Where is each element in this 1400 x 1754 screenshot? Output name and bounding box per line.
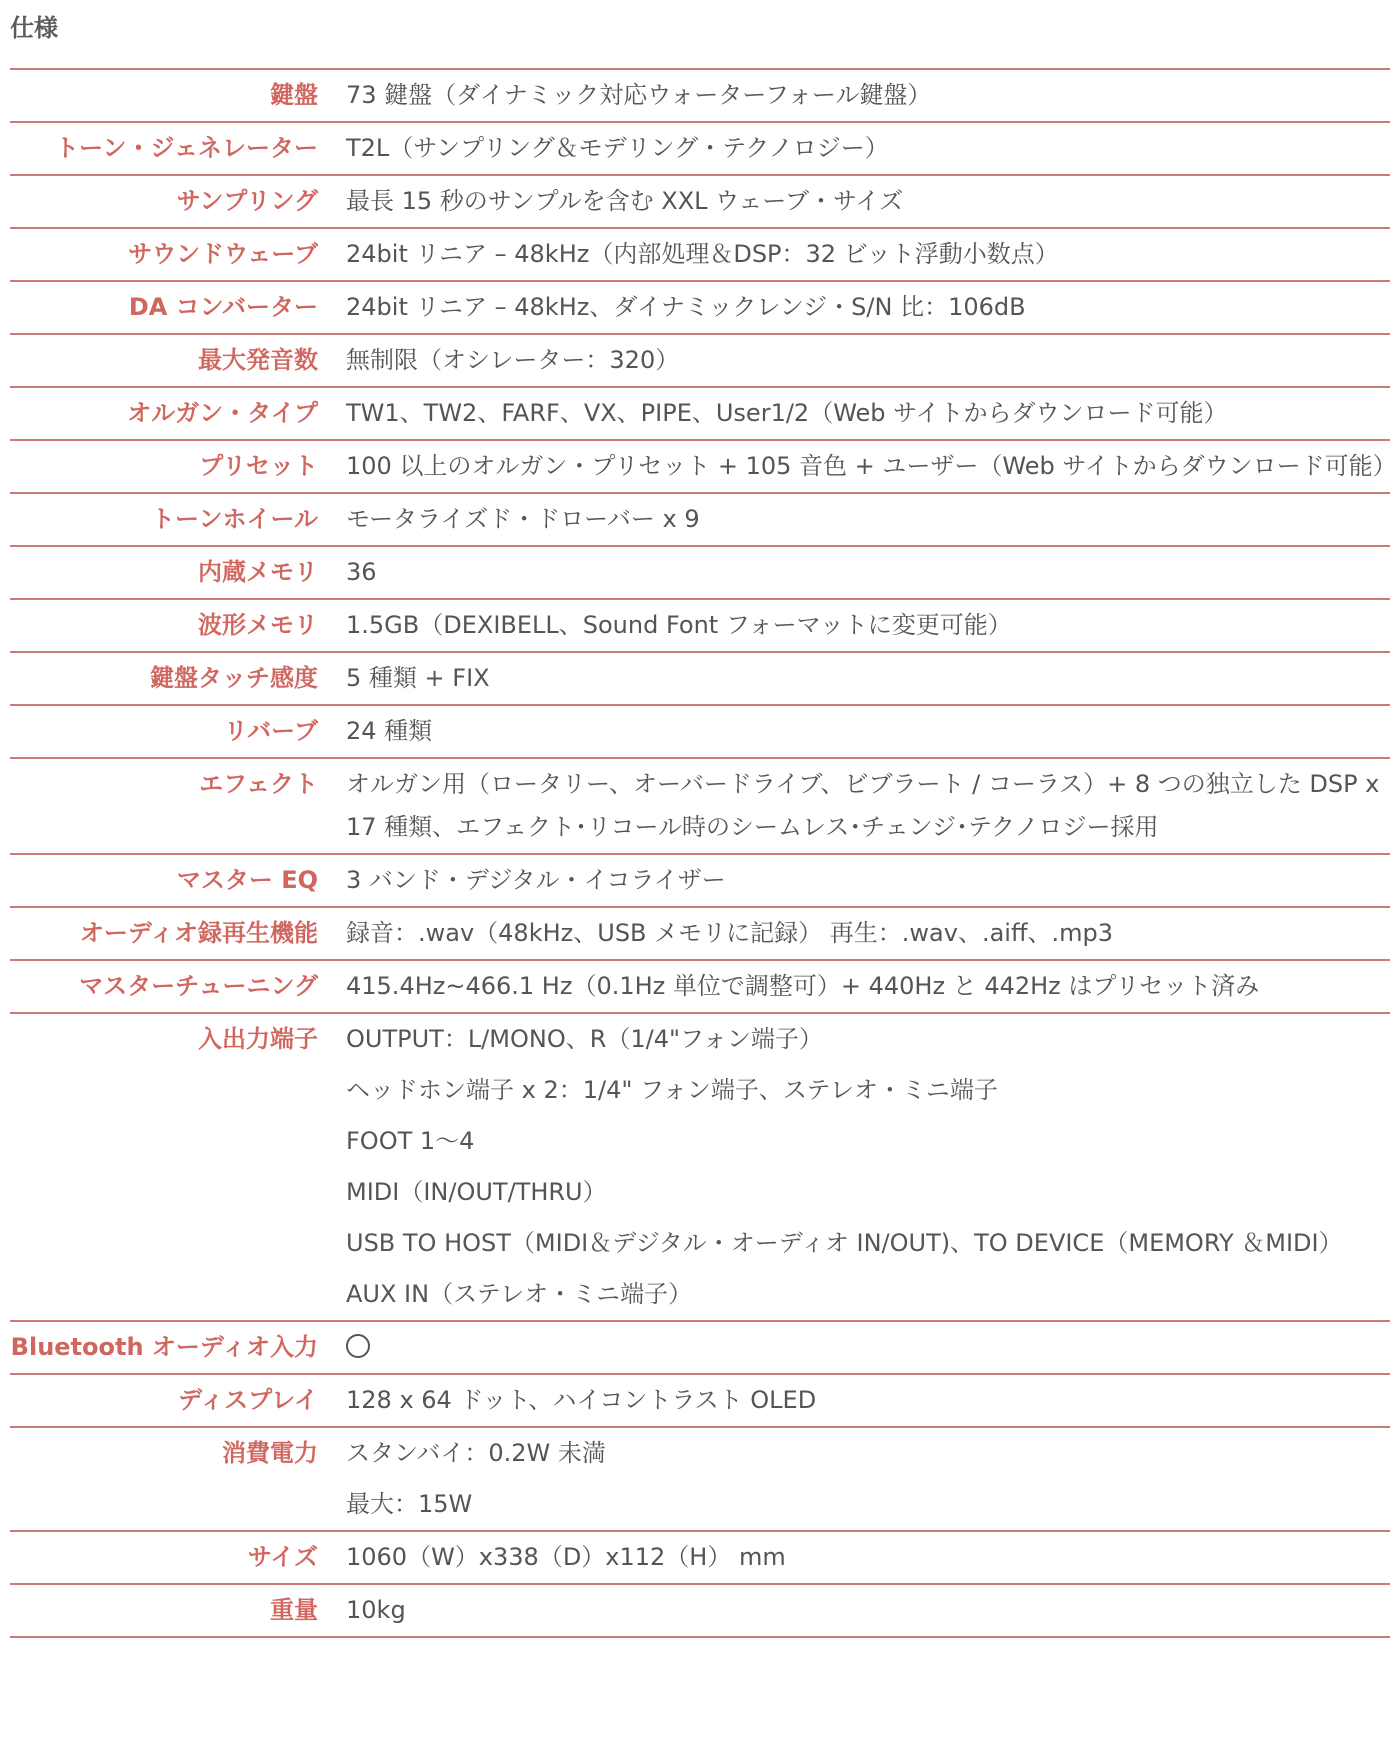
spec-row [10,441,1397,494]
spec-value: 最大：15W [346,1490,473,1518]
spec-values [346,233,1390,276]
spec-value: 24 種類 [346,717,433,745]
spec-values [346,180,1390,223]
spec-values [346,286,1390,329]
spec-row [10,547,1390,600]
spec-label: DA コンバーター [128,293,318,321]
spec-value: 415.4Hz~466.1 Hz（0.1Hz 単位で調整可）+ 440Hz と 442Hz はプリセット済み [346,972,1260,1000]
spec-values [346,859,1390,902]
spec-label: 重量 [270,1596,318,1624]
spec-value: モータライズド・ドローバー x 9 [346,505,700,533]
spec-values [346,657,1390,700]
spec-label: 鍵盤 [270,81,318,109]
spec-row [10,653,1390,706]
spec-row [10,494,1390,547]
spec-values [346,1536,1390,1579]
spec-label: 内蔵メモリ [198,558,318,586]
spec-values [346,710,1390,753]
spec-values [346,127,1390,170]
spec-row [10,335,1390,388]
spec-value: AUX IN（ステレオ・ミニ端子） [346,1280,693,1308]
spec-label: ディスプレイ [178,1386,318,1414]
circle-icon [346,1334,370,1358]
spec-label: 入出力端子 [198,1025,318,1053]
spec-values [346,498,1390,541]
spec-value: オルガン用（ロータリー、オーバードライブ、ビブラート / コーラス）+ 8 つの独立した DSP x 17 種類、エフェクト･リコール時のシームレス･チェンジ･テクノロジー採用 [346,770,1380,841]
spec-value: 3 バンド・デジタル・イコライザー [346,866,726,894]
spec-row [10,282,1390,335]
spec-row [10,1428,1390,1532]
spec-label: Bluetooth オーディオ入力 [10,1333,318,1361]
spec-value: 1.5GB（DEXIBELL、Sound Font フォーマットに変更可能） [346,611,1012,639]
spec-label: サイズ [247,1543,318,1571]
spec-row [10,176,1390,229]
spec-row [10,1532,1390,1585]
spec-label: サンプリング [176,187,318,215]
spec-row [10,1375,1390,1428]
spec-row [10,1014,1390,1322]
spec-value: USB TO HOST（MIDI＆デジタル・オーディオ IN/OUT)、TO DEVICE（MEMORY ＆MIDI） [346,1229,1343,1257]
spec-values [346,1379,1390,1422]
spec-label: マスターチューニング [79,972,318,1000]
spec-values [346,1018,1390,1316]
spec-label: 鍵盤タッチ感度 [150,664,318,692]
spec-row [10,123,1390,176]
spec-value: T2L（サンプリング＆モデリング・テクノロジー） [346,134,889,162]
spec-values [346,1589,1390,1632]
spec-label: リバーブ [223,717,318,745]
spec-values [346,1432,1390,1526]
spec-value: 36 [346,558,377,586]
spec-row [10,961,1390,1014]
spec-label: トーン・ジェネレーター [54,134,318,162]
spec-values [346,912,1390,955]
spec-value [346,1326,1390,1369]
spec-value: 10kg [346,1596,406,1624]
page-title: 仕様 [10,14,58,42]
spec-value: 24bit リニア – 48kHz、ダイナミックレンジ・S/N 比：106dB [346,293,1026,321]
spec-values [346,339,1390,382]
spec-value: 128 x 64 ドット、ハイコントラスト OLED [346,1386,817,1414]
spec-values [346,604,1390,647]
spec-value: 73 鍵盤（ダイナミック対応ウォーターフォール鍵盤） [346,81,932,109]
spec-value: 100 以上のオルガン・プリセット + 105 音色 + ユーザー（Web サイトからダウンロード可能） [346,452,1397,480]
spec-row [10,855,1390,908]
spec-value: スタンバイ：0.2W 未満 [346,1439,606,1467]
spec-label: マスター EQ [176,866,318,894]
spec-value: MIDI（IN/OUT/THRU） [346,1178,607,1206]
spec-row [10,229,1390,282]
spec-value: 5 種類 + FIX [346,664,490,692]
spec-label: 消費電力 [222,1439,318,1467]
spec-label: オルガン・タイプ [127,399,318,427]
spec-values [346,965,1390,1008]
spec-value: 最長 15 秒のサンプルを含む XXL ウェーブ・サイズ [346,187,904,215]
spec-value: 24bit リニア – 48kHz（内部処理＆DSP：32 ビット浮動小数点） [346,240,1059,268]
spec-values [346,445,1397,488]
spec-label: プリセット [199,452,318,480]
spec-row [10,600,1390,653]
spec-value: TW1、TW2、FARF、VX、PIPE、User1/2（Web サイトからダウンロード可能） [346,399,1228,427]
spec-values [346,763,1390,849]
spec-label: オーディオ録再生機能 [79,919,318,947]
spec-values [346,551,1390,594]
spec-values [346,74,1390,117]
spec-row [10,908,1390,961]
spec-values [346,1326,1390,1369]
spec-row [10,70,1390,123]
spec-value: FOOT 1～4 [346,1127,475,1155]
spec-value: OUTPUT：L/MONO、R（1/4"フォン端子） [346,1025,823,1053]
spec-value: ヘッドホン端子 x 2：1/4" フォン端子、ステレオ・ミニ端子 [346,1076,998,1104]
spec-value: 録音：.wav（48kHz、USB メモリに記録） 再生：.wav、.aiff、.mp3 [346,919,1113,947]
spec-values [346,392,1390,435]
spec-row [10,1585,1390,1638]
spec-label: エフェクト [199,770,318,798]
spec-row [10,1322,1390,1375]
spec-label: 波形メモリ [198,611,318,639]
spec-row [10,759,1390,855]
spec-label: サウンドウェーブ [128,240,318,268]
spec-row [10,388,1390,441]
spec-label: 最大発音数 [198,346,318,374]
spec-value: 1060（W）x338（D）x112（H） mm [346,1543,786,1571]
spec-label: トーンホイール [150,505,318,533]
spec-table [10,68,1397,1638]
spec-row [10,706,1390,759]
spec-value: 無制限（オシレーター：320） [346,346,680,374]
